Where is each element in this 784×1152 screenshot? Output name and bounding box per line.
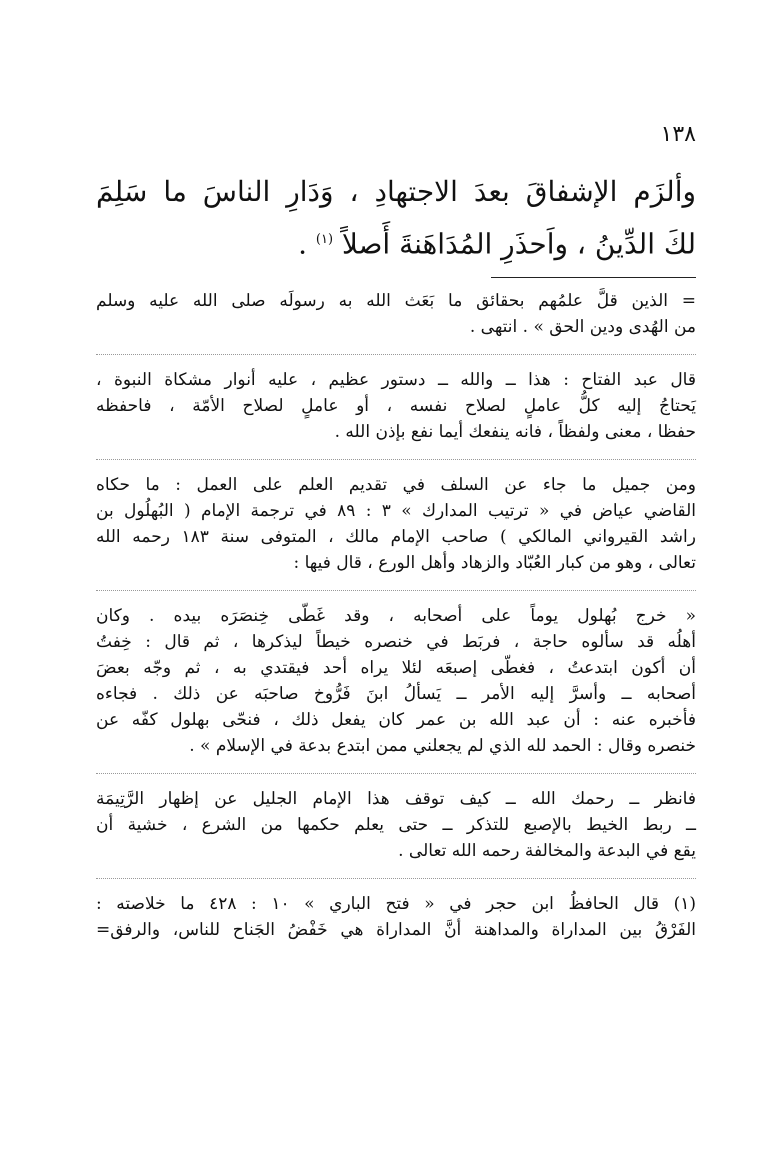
paragraph-separator xyxy=(96,354,696,355)
footnote-line: (١) قال الحافظُ ابن حجر في « فتح الباري » ١٠ : ٤٢٨ ما خلاصته : xyxy=(96,894,696,914)
text-line: خنصره وقال : الحمد لله الذي لم يجعلني ممن ابتدع بدعة في الإسلام » . xyxy=(189,736,696,756)
book-page xyxy=(96,0,696,1152)
page-content xyxy=(96,288,696,957)
text-line: أن أكون ابتدعتُ ، فغطّى إصبعَه لئلا يراه أحد فيقتدي به ، ثم وجّه بعضَ xyxy=(96,658,696,678)
text-line: = الذين قلَّ علمُهم بحقائق ما بَعَث الله به رسولَه صلى الله عليه وسلم xyxy=(96,291,696,311)
text-line: يَحتاجُ إليه كلُّ عاملٍ لصلاح نفسه ، أو عاملٍ لصلاح الأمّة ، فاحفظه xyxy=(96,396,696,416)
paragraph-commentary xyxy=(96,367,696,445)
verse-line-2 xyxy=(96,216,696,268)
paragraph-separator xyxy=(96,459,696,460)
paragraph-salaf xyxy=(96,472,696,576)
paragraph-quote xyxy=(96,603,696,759)
footnote-divider xyxy=(491,277,696,278)
footnote-line: الفَرْقُ بين المداراة والمداهنة أنَّ المداراة هي خَفْضُ الجَناح للناس، والرفق= xyxy=(96,920,696,940)
verse-line-2-text: لكَ الدِّينُ ، واَحذَرِ المُدَاهَنةَ أَصلاً xyxy=(341,227,696,261)
text-line: تعالى ، وهو من كبار العُبّاد والزهاد وأهل الورع ، قال فيها : xyxy=(293,553,696,573)
paragraph-separator xyxy=(96,590,696,591)
text-line: أهلُه قد سألوه حاجة ، فربَط في خنصره خيطاً ليذكرها ، ثم قال : خِفتُ xyxy=(96,632,696,652)
text-line: من الهُدى ودين الحق » . انتهى . xyxy=(469,317,696,337)
text-line: راشد القيرواني المالكي ) صاحب الإمام مالك ، المتوفى سنة ١٨٣ رحمه الله xyxy=(96,527,696,547)
text-line: أصحابه ــ وأسرَّ إليه الأمر ــ يَسألُ ابنَ فَرُّوخ صاحبَه عن ذلك . فجاءه xyxy=(96,684,696,704)
text-line: ــ ربط الخيط بالإصبع للتذكر ــ حتى يعلم حكمها من الشرع ، خشية أن xyxy=(96,815,696,835)
text-line: يقع في البدعة والمخالفة رحمه الله تعالى . xyxy=(398,841,696,861)
paragraph-reflection xyxy=(96,786,696,864)
verse-line-2-end: . xyxy=(298,227,307,261)
text-line: قال عبد الفتاح : هذا ــ والله ــ دستور عظيم ، عليه أنوار مشكاة النبوة ، xyxy=(96,370,696,390)
paragraph-continuation xyxy=(96,288,696,340)
text-line: فانظر ــ رحمك الله ــ كيف توقف هذا الإمام الجليل عن إظهار الرَّتِيمَة xyxy=(96,789,696,809)
text-line: « خرج بُهلول يوماً على أصحابه ، وقد غَطّى خِنصَرَه بيده . وكان xyxy=(96,606,696,626)
footnote-reference[interactable]: (١) xyxy=(315,232,334,247)
page-number: ١٣٨ xyxy=(660,122,696,147)
footnote-1 xyxy=(96,891,696,943)
text-line: حفظا ، معنى ولفظاً ، فانه ينفعك أيما نفع بإذن الله . xyxy=(334,422,696,442)
verse-line-1: وألزَم الإشفاقَ بعدَ الاجتهادِ ، وَدَارِ الناسَ ما سَلِمَ xyxy=(96,175,696,208)
paragraph-separator xyxy=(96,878,696,879)
text-line: القاضي عياض في « ترتيب المدارك » ٣ : ٨٩ في ترجمة الإمام ( البُهلُول بن xyxy=(96,501,696,521)
verse-block xyxy=(96,168,696,268)
text-line: فأخبره عنه : أن عبد الله بن عمر كان يفعل ذلك ، فنحّى بهلول كفّه عن xyxy=(96,710,696,730)
paragraph-separator xyxy=(96,773,696,774)
text-line: ومن جميل ما جاء عن السلف في تقديم العلم على العمل : ما حكاه xyxy=(96,475,696,495)
